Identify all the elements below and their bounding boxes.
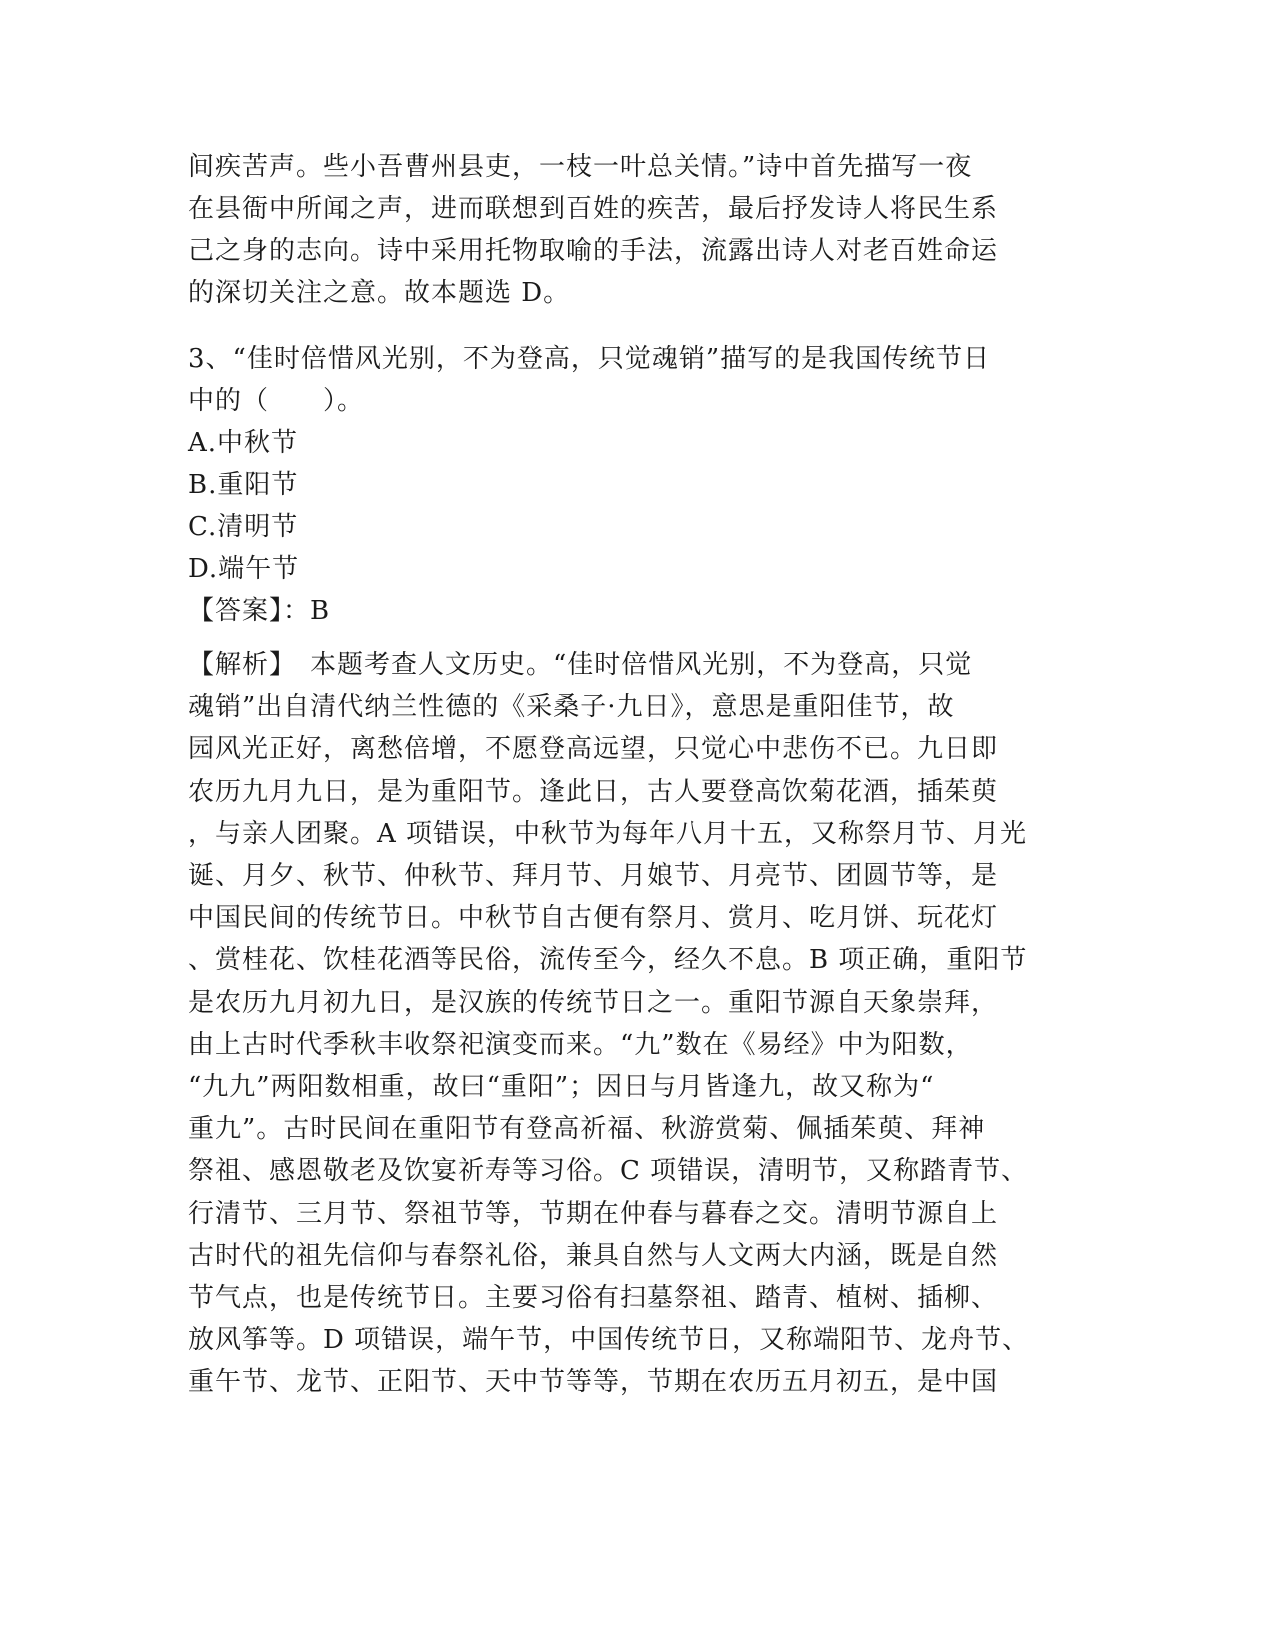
option-d: D.端午节 xyxy=(188,554,300,584)
answer-line: 【答案】：B xyxy=(188,596,331,626)
analysis-line: 【解析】 本题考查人文历史。“佳时倍惜风光别，不为登高，只觉 xyxy=(188,650,973,680)
question-3 xyxy=(188,338,1088,632)
previous-explanation-paragraph xyxy=(188,146,1088,314)
question-stem-line: 3、“佳时倍惜风光别，不为登高，只觉魂销”描写的是我国传统节日 xyxy=(188,344,991,374)
analysis-line: 祭祖、感恩敬老及饮宴祈寿等习俗。C 项错误，清明节，又称踏青节、 xyxy=(188,1156,1029,1187)
analysis-line: 放风筝等。D 项错误，端午节，中国传统节日，又称端阳节、龙舟节、 xyxy=(188,1325,1030,1356)
analysis-line: 园风光正好，离愁倍增，不愿登高远望，只觉心中悲伤不已。九日即 xyxy=(188,734,999,765)
text-line: 己之身的志向。诗中采用托物取喻的手法，流露出诗人对老百姓命运 xyxy=(188,236,999,266)
analysis-paragraph xyxy=(188,644,1088,1404)
option-c: C.清明节 xyxy=(188,512,299,542)
analysis-line: 是农历九月初九日，是汉族的传统节日之一。重阳节源自天象崇拜， xyxy=(188,987,999,1018)
analysis-line: 农历九月九日，是为重阳节。逢此日，古人要登高饮菊花酒，插茱萸 xyxy=(188,776,999,807)
analysis-line: 节气点，也是传统节日。主要习俗有扫墓祭祖、踏青、植树、插柳、 xyxy=(188,1283,999,1314)
analysis-line: 重午节、龙节、正阳节、天中节等等，节期在农历五月初五，是中国 xyxy=(188,1367,999,1398)
analysis-line: 诞、月夕、秋节、仲秋节、拜月节、月娘节、月亮节、团圆节等，是 xyxy=(188,861,999,892)
analysis-line: 重九”。古时民间在重阳节有登高祈福、秋游赏菊、佩插茱萸、拜神 xyxy=(188,1114,986,1145)
analysis-line: ，与亲人团聚。A 项错误，中秋节为每年八月十五，又称祭月节、月光 xyxy=(188,818,1028,849)
text-line: 的深切关注之意。故本题选 D。 xyxy=(188,278,571,308)
analysis-line: 行清节、三月节、祭祖节等，节期在仲春与暮春之交。清明节源自上 xyxy=(188,1198,999,1229)
option-b: B.重阳节 xyxy=(188,470,299,500)
analysis-line: 中国民间的传统节日。中秋节自古便有祭月、赏月、吃月饼、玩花灯 xyxy=(188,903,999,934)
analysis-line: 、赏桂花、饮桂花酒等民俗，流传至今，经久不息。B 项正确，重阳节 xyxy=(188,945,1028,976)
text-line: 在县衙中所闻之声，进而联想到百姓的疾苦，最后抒发诗人将民生系 xyxy=(188,194,999,224)
text-line: 间疾苦声。些小吾曹州县吏，一枝一叶总关情。”诗中首先描写一夜 xyxy=(188,152,973,182)
option-a: A.中秋节 xyxy=(188,428,299,458)
question-stem-line: 中的（ ）。 xyxy=(188,386,365,416)
analysis-line: 由上古时代季秋丰收祭祀演变而来。“九”数在《易经》中为阳数， xyxy=(188,1029,973,1060)
analysis-line: “九九”两阳数相重，故曰“重阳”；因日与月皆逢九，故又称为“ xyxy=(188,1072,935,1103)
analysis-line: 古时代的祖先信仰与春祭礼俗，兼具自然与人文两大内涵，既是自然 xyxy=(188,1240,999,1271)
analysis-line: 魂销”出自清代纳兰性德的《采桑子·九日》，意思是重阳佳节，故 xyxy=(188,692,955,723)
